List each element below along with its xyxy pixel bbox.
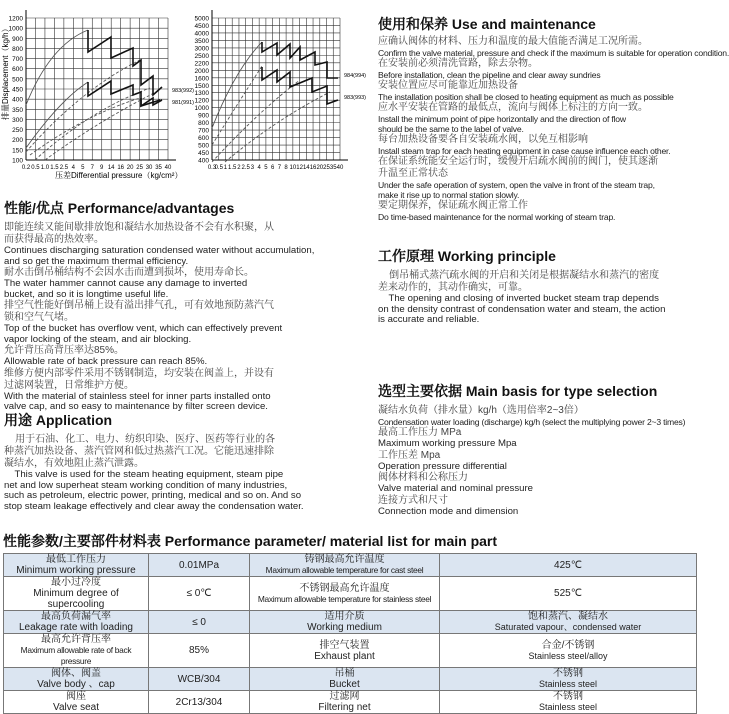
y-tick-label: 450 [12, 86, 23, 94]
x-tick-label: 14 [107, 165, 115, 171]
y-tick-label: 4000 [194, 30, 209, 38]
x-tick-label: 35 [329, 165, 337, 171]
part-name-en: Filtering net [318, 702, 371, 713]
part-value [440, 691, 697, 714]
y-tick-label: 3500 [194, 37, 209, 45]
curve [45, 90, 160, 160]
part-name-cn: 吊桶 [334, 668, 355, 679]
table-title: 性能参数/主要部件材料表 Performance parameter/ material list for main part [3, 533, 498, 549]
part-name-cn: 不锈钢最高允许温度 [299, 582, 390, 594]
part-name-cn: 适用介质 [324, 611, 365, 622]
part-name [250, 668, 440, 691]
series-label: 983(992) [172, 88, 195, 94]
selection-line: Maximum working pressure Mpa [378, 438, 517, 449]
y-tick-label: 600 [198, 135, 209, 143]
x-tick-label: 10 [289, 165, 297, 171]
table-row [4, 634, 697, 668]
maintenance-line: Before installation, clean the pipeline and clear away sundries [378, 70, 601, 80]
part-value-cn: 不锈钢 [553, 668, 583, 679]
maintenance-line: 安装位置应尽可能靠近加热设备 [378, 80, 518, 91]
y-tick-label: 400 [12, 96, 23, 104]
maintenance-section [378, 14, 729, 222]
application-section [4, 410, 364, 512]
x-tick-label: 12 [296, 165, 303, 171]
chart-left [9, 10, 195, 171]
chart-left-xlabel: 压差Differential pressure（kg/cm²） [55, 171, 183, 180]
y-tick-label: 250 [12, 127, 23, 135]
maintenance-line: Install the minimum point of pipe horizontally and the direction of flow [378, 114, 626, 124]
series-label: 983(993) [344, 95, 367, 101]
param-value: ≤ 0 [149, 611, 250, 634]
chart-right [195, 10, 367, 171]
param-value: WCB/304 [149, 668, 250, 691]
x-tick-label: 5 [264, 165, 268, 171]
y-tick-label: 1200 [194, 97, 209, 105]
advantages-line: valve cap, and so easy to maintenance by filter screen device. [4, 401, 268, 412]
principle-line: is accurate and reliable. [378, 314, 480, 325]
parameter-table [3, 553, 697, 714]
x-tick-label: 5 [81, 165, 85, 171]
y-tick-label: 900 [12, 35, 23, 43]
advantages-line: Top of the bucket has overflow vent, which can effectively prevent [4, 323, 283, 334]
table-row [4, 611, 697, 634]
y-tick-label: 2500 [194, 52, 209, 60]
selection-section [378, 381, 700, 517]
y-tick-label: 3000 [194, 45, 209, 53]
x-tick-label: 0.2 [21, 165, 31, 171]
maintenance-line: 升温至正常状态 [378, 168, 448, 179]
maintenance-line: 要定期保养，保证疏水阀正常工作 [378, 200, 528, 211]
param-value: 85% [149, 634, 250, 668]
part-name-en: Bucket [329, 679, 360, 690]
part-name-cn: 过滤网 [329, 691, 360, 702]
principle-line: 差来动作的，其动作确实，可靠。 [378, 282, 528, 293]
part-name [250, 611, 440, 634]
y-tick-label: 1300 [194, 90, 209, 98]
y-tick-label: 500 [198, 142, 209, 150]
param-name-en: Leakage rate with loading [19, 622, 133, 633]
part-name [250, 554, 440, 577]
performance-charts [0, 0, 367, 190]
x-tick-label: 0.5 [214, 165, 223, 171]
maintenance-line: 在保证系统能安全运行时，缓慢开启疏水阀前的阀门，使其逐渐 [378, 156, 658, 167]
y-tick-label: 2000 [194, 67, 209, 75]
x-tick-label: 20 [316, 165, 324, 171]
y-tick-label: 700 [198, 127, 209, 135]
y-tick-label: 300 [12, 116, 23, 124]
y-tick-label: 1600 [194, 75, 209, 83]
advantages-section [4, 198, 364, 413]
x-tick-label: 14 [302, 165, 310, 171]
x-tick-label: 2 [237, 165, 241, 171]
param-name [4, 634, 149, 668]
advantages-line: 即能连续又能间歇排放饱和凝结水加热设备不会有水积聚，从 [4, 222, 274, 233]
maintenance-line: 应水平安装在管路的最低点，流向与阀体上标注的方向一致。 [378, 102, 648, 113]
x-tick-label: 1.5 [50, 165, 59, 171]
param-name-cn: 阀座 [66, 691, 86, 702]
selection-line: 最高工作压力 MPa [378, 427, 462, 438]
param-name-en: Valve seat [53, 702, 99, 713]
param-name [4, 554, 149, 577]
selection-line: 连接方式和尺寸 [378, 494, 448, 506]
y-tick-label: 450 [198, 150, 209, 158]
part-name-en: Maximum allowable temperature for stainless steel [257, 593, 432, 604]
y-tick-label: 150 [12, 147, 23, 155]
maintenance-line: Under the safe operation of system, open the valve in front of the steam trap, [378, 180, 655, 190]
x-tick-label: 25 [323, 165, 330, 171]
advantages-line: 排空气性能好倒吊桶上设有溢出排气孔，可有效地预防蒸汽气 [4, 300, 274, 311]
part-value [440, 634, 697, 668]
selection-line: 工作压差 Mpa [378, 449, 441, 461]
part-value [440, 668, 697, 691]
application-line: 凝结水，有效地阻止蒸汽泄露。 [4, 458, 144, 469]
table-row [4, 668, 697, 691]
param-name-cn: 最低工作压力 [46, 554, 106, 565]
x-tick-label: 4 [71, 165, 76, 171]
part-name-cn: 排空气装置 [319, 639, 370, 651]
x-tick-label: 16 [309, 165, 317, 171]
y-tick-label: 400 [198, 157, 209, 165]
curve [225, 92, 330, 162]
sawtooth-line [88, 30, 162, 95]
advantages-line: and so get the maximum thermal efficiency. [4, 255, 189, 267]
y-tick-label: 4500 [194, 22, 209, 30]
x-tick-label: 7 [277, 165, 282, 171]
x-tick-label: 40 [164, 165, 172, 171]
selection-line: Condensation water loading (discharge) kg/h (select the multiplying power 2~3 times) [378, 417, 686, 427]
part-name [250, 634, 440, 668]
part-value-cn: 不锈钢 [553, 691, 583, 702]
param-name-en: Minimum degree of supercooling [33, 588, 119, 610]
part-name-en: Maximum allowable temperature for cast steel [265, 565, 424, 575]
y-tick-label: 100 [12, 157, 23, 165]
y-tick-label: 900 [198, 112, 209, 120]
application-line: 用于石油、化工、电力、纺织印染、医疗、医药等行业的各 [4, 434, 276, 445]
advantages-line: The water hammer cannot cause any damage to inverted [4, 278, 248, 289]
param-name [4, 691, 149, 714]
param-value: 0.01MPa [149, 554, 250, 577]
x-tick-label: 30 [145, 165, 153, 171]
y-tick-label: 800 [198, 120, 209, 128]
selection-line: Valve material and nominal pressure [378, 483, 533, 494]
part-value-en: Stainless steel [538, 702, 598, 712]
advantages-line: 而获得最高的热效率。 [4, 234, 104, 245]
param-name-cn: 阀体、阀盖 [51, 668, 101, 679]
maintenance-line: should be the same to the label of valve. [378, 124, 524, 134]
param-name [4, 611, 149, 634]
x-tick-label: 1 [223, 165, 228, 171]
maintenance-line: make it rise up to normal station slowly. [378, 190, 520, 200]
advantages-line: 耐水击倒吊桶结构不会因水击而遭到损坏，使用寿命长。 [4, 267, 254, 278]
table-row [4, 691, 697, 714]
param-name [4, 668, 149, 691]
part-name-en: Exhaust plant [314, 650, 375, 662]
application-title: 用途 Application [4, 412, 113, 428]
x-tick-label: 35 [155, 165, 162, 171]
part-name [250, 691, 440, 714]
x-tick-label: 3 [250, 165, 255, 171]
param-name-cn: 最高负荷漏气率 [41, 611, 111, 622]
maintenance-line: 应确认阀体的材料、压力和温度的最大值能否满足工况所需。 [378, 36, 648, 47]
selection-title: 选型主要依据 Main basis for type selection [378, 383, 658, 399]
y-tick-label: 1500 [194, 82, 209, 90]
x-tick-label: 20 [126, 165, 134, 171]
part-name-en: Working medium [307, 622, 382, 633]
part-value-cn: 425℃ [554, 559, 582, 571]
x-tick-label: 8 [284, 165, 288, 171]
advantages-line: Continues discharging saturation condensed water without accumulation, [4, 245, 315, 256]
series-label: 984(994) [344, 73, 367, 79]
principle-section [378, 246, 700, 326]
param-name-en: Maximum allowable rate of back pressure [20, 645, 132, 666]
advantages-line: 允许背压高背压率达85%。 [4, 345, 125, 356]
principle-line: The opening and closing of inverted bucket steam trap depends [378, 293, 659, 304]
table-row [4, 577, 697, 611]
y-tick-label: 200 [12, 137, 23, 145]
param-name-en: Minimum working pressure [16, 565, 136, 576]
part-value [440, 554, 697, 577]
x-tick-label: 1.5 [228, 165, 237, 171]
x-tick-label: 0.5 [31, 165, 40, 171]
part-value-cn: 饱和蒸汽、凝结水 [528, 611, 608, 622]
advantages-line: 锁和空气气堵。 [4, 312, 74, 323]
maintenance-line: The installation position shall be closed to heating equipment as much as possible [378, 92, 674, 102]
application-line: stop steam leakage effectively and clear away the condensation water. [4, 500, 304, 512]
maintenance-line: Install steam trap for each heating equipment in case cause influence each other. [378, 146, 671, 156]
x-tick-label: 6 [270, 165, 275, 171]
part-name-cn: 铸钢最高允许温度 [304, 554, 385, 565]
x-tick-label: 40 [336, 165, 344, 171]
selection-line: Connection mode and dimension [378, 505, 519, 517]
param-name-en: Valve body 、cap [37, 679, 115, 690]
curve [30, 98, 140, 155]
maintenance-line: Do time-based maintenance for the normal working of steam trap. [378, 212, 616, 222]
advantages-line: vapor locking of the steam, and air blocking. [4, 333, 192, 345]
advantages-line: bucket, and so it is longtime useful life. [4, 288, 169, 300]
x-tick-label: 25 [136, 165, 143, 171]
part-value-en: Saturated vapour、condensed water [494, 622, 642, 632]
x-tick-label: 9 [100, 165, 104, 171]
maintenance-line: Confirm the valve material, pressure and check if the maximum is suitable for operation condition. [378, 48, 729, 58]
table-row [4, 554, 697, 577]
x-tick-label: 7 [90, 165, 94, 171]
y-tick-label: 350 [12, 106, 23, 114]
param-value: 2Cr13/304 [149, 691, 250, 714]
advantages-line: 维修方便内部零件采用不锈钢制造，均安装在阀盖上，并设有 [4, 367, 274, 379]
x-tick-label: 0.3 [207, 165, 217, 171]
part-value [440, 611, 697, 634]
advantages-line: With the material of stainless steel for inner parts installed onto [4, 390, 271, 402]
y-tick-label: 1000 [194, 105, 209, 113]
part-value [440, 577, 697, 611]
y-tick-label: 1000 [8, 25, 23, 33]
maintenance-line: 在安装前必须清洗管路，除去杂物。 [378, 58, 538, 69]
principle-line: on the density contrast of condensation water and steam, the action [378, 303, 666, 315]
y-tick-label: 2200 [194, 60, 209, 68]
series-label: 981(991) [172, 100, 195, 106]
part-value-en: Stainless steel [538, 679, 598, 689]
x-tick-label: 1.0 [40, 165, 50, 171]
principle-title: 工作原理 Working principle [378, 248, 556, 264]
y-tick-label: 5000 [194, 15, 209, 23]
chart-left-ylabel: 排量Displacement（kg/h） [1, 24, 10, 120]
advantages-line: Allowable rate of back pressure can reach 85%. [4, 356, 208, 367]
param-value: ≤ 0℃ [149, 577, 250, 611]
principle-line: 倒吊桶式蒸汽疏水阀的开启和关闭是根据凝结水和蒸汽的密度 [378, 270, 660, 281]
maintenance-title: 使用和保养 Use and maintenance [378, 16, 596, 32]
x-tick-label: 16 [117, 165, 125, 171]
part-name [250, 577, 440, 611]
application-line: 种蒸汽加热设备、蒸汽管网和低过热蒸汽工况。它能迅速排除 [4, 446, 274, 457]
application-line: net and low superheat steam working condition of many industries, [4, 479, 288, 491]
x-tick-label: 2.5 [59, 165, 69, 171]
param-name [4, 577, 149, 611]
selection-line: Operation pressure differential [378, 460, 507, 472]
application-line: This valve is used for the steam heating equipment, steam pipe [4, 469, 284, 480]
selection-line: 凝结水负荷（排水量）kg/h（选用倍率2~3倍） [378, 405, 584, 416]
maintenance-line: 每台加热设备要各自安装疏水阀，以免互相影响 [378, 134, 588, 145]
y-tick-label: 700 [12, 56, 23, 64]
part-value-en: Stainless steel/alloy [528, 650, 608, 661]
y-tick-label: 600 [12, 66, 23, 74]
part-value-cn: 合金/不锈钢 [541, 639, 595, 651]
application-line: such as petroleum, electric power, printing, medical and so on. And so [4, 490, 302, 501]
y-tick-label: 1200 [8, 15, 23, 23]
advantages-line: 过滤网装置，日常维护方便。 [4, 379, 134, 391]
part-value-cn: 525℃ [554, 588, 582, 599]
y-tick-label: 800 [12, 45, 23, 53]
advantages-title: 性能/优点 Performance/advantages [4, 200, 235, 216]
y-tick-label: 500 [12, 76, 23, 84]
x-tick-label: 4 [257, 165, 261, 171]
param-name-cn: 最小过冷度 [51, 577, 101, 588]
x-tick-label: 2.5 [241, 165, 250, 171]
selection-line: 阀体材料和公称压力 [378, 472, 468, 483]
param-name-cn: 最高允许背压率 [41, 634, 111, 645]
